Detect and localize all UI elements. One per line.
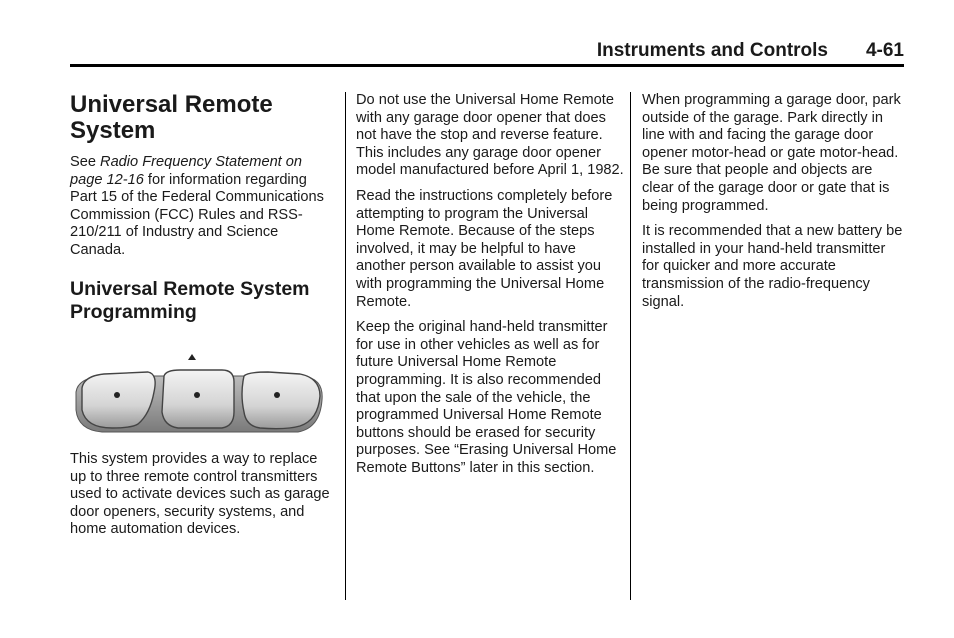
column-divider-1 [345,92,346,600]
page-header [70,36,904,66]
column-1-lower [70,451,335,547]
intro-paragraph [70,154,335,260]
remote-button-3 [242,372,320,429]
button-2-dot [194,392,200,398]
cross-reference: Radio Frequency Statement on page 12-16 [70,154,303,188]
battery-paragraph: It is recommended that a new battery be installed in your hand-held transmitter for quicker and more accurate transmission of the radio-frequency signal. [642,223,903,310]
transmitter-paragraph: Keep the original hand-held transmitter for use in other vehicles as well as for future Universal Home Remote programming. It is also recommended that upon the sale of the vehicle, the programmed Universal Home Remote buttons should be erased for security purposes. See “Erasing Universal Home Remote Buttons” later in this section. [356,319,617,476]
universal-remote-buttons-illustration [72,352,327,442]
column-2 [356,92,624,485]
header-rule [70,64,904,67]
subsection-heading: Universal Remote System Programming [70,277,310,323]
intro-rest: for information regarding Part 15 of the Federal Communications Commission (FCC) Rules and RSS-210/211 of Industry and Science Canada. [70,171,324,258]
column-3 [642,92,904,319]
parking-paragraph: When programming a garage door, park outside of the garage. Park directly in line with and facing the garage door opener motor-head or gate motor-head. Be sure that people and objects are clear of the garage door or gate that is being programmed. [642,92,901,214]
warning-paragraph: Do not use the Universal Home Remote with any garage door opener that does not have the stop and reverse feature. This includes any garage door opener model manufactured before April 1, 1982. [356,92,624,179]
instructions-paragraph: Read the instructions completely before attempting to program the Universal Home Remote. Because of the steps involved, it may be helpful to have another person available to assist you with programming the Universal Home Remote. [356,187,613,310]
column-1 [70,92,335,324]
button-1-dot [114,392,120,398]
page-number: 4-61 [865,40,904,61]
system-description: This system provides a way to replace up to three remote control transmitters used to activate devices such as garage door openers, security systems, and home automation devices. [70,451,330,538]
indicator-light-icon [188,354,196,360]
column-divider-2 [630,92,631,600]
remote-button-2 [162,370,234,428]
intro-see: See [70,154,101,170]
section-title: Instruments and Controls [596,40,828,61]
section-heading: Universal Remote System [70,91,273,144]
button-3-dot [274,392,280,398]
